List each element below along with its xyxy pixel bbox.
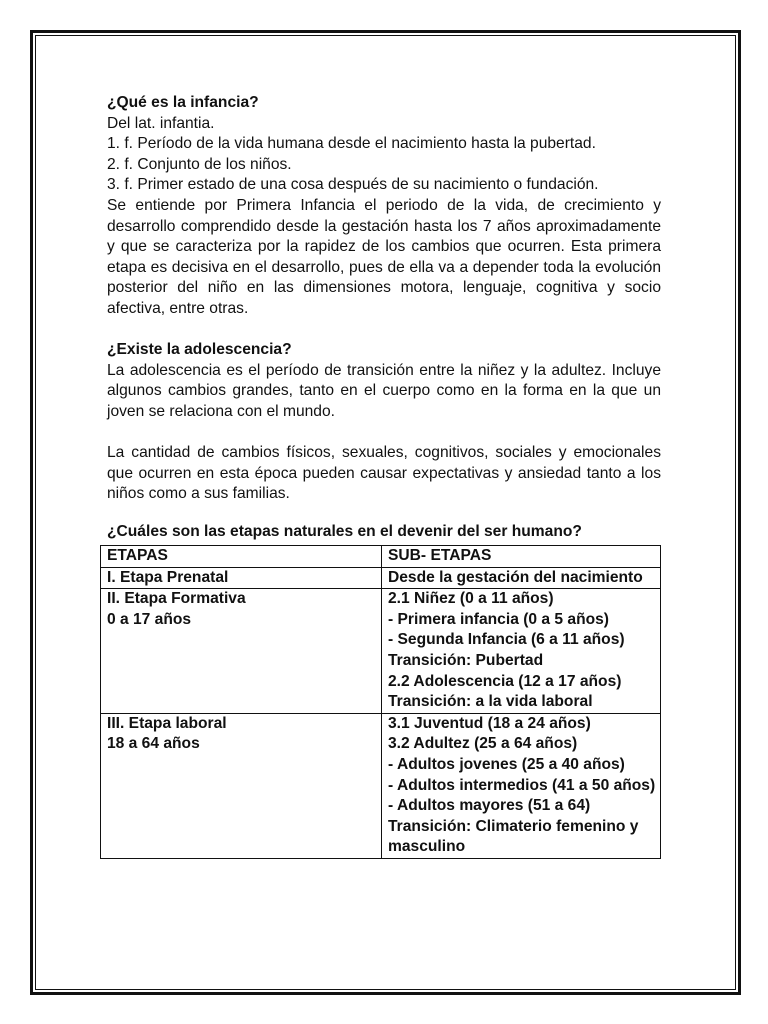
- sub-etapa-text: Desde la gestación del nacimiento: [388, 568, 643, 586]
- sub-etapa-item: - Primera infancia (0 a 5 años): [388, 610, 609, 628]
- adolescencia-paragraph: La adolescencia es el período de transición entre la niñez y la adultez. Incluye algunos cambios grandes, tanto en el cuerpo como en la forma en la que un joven se relaciona con el mundo.: [107, 361, 661, 420]
- sub-etapa-item: 3.1 Juventud (18 a 24 años): [388, 714, 591, 732]
- sub-etapa-item: - Adultos mayores (51 a 64): [388, 797, 591, 815]
- etapa-range: 18 a 64 años: [107, 735, 200, 753]
- etapas-table: [100, 545, 661, 859]
- sub-etapa-cell: [382, 589, 661, 714]
- etapa-range: 0 a 17 años: [107, 610, 192, 628]
- header-etapas: ETAPAS: [101, 546, 382, 568]
- sub-etapa-item: 3.2 Adultez (25 a 64 años): [388, 735, 578, 753]
- etapa-cell: [101, 567, 382, 589]
- heading-etapas: ¿Cuáles son las etapas naturales en el devenir del ser humano?: [107, 522, 582, 540]
- sub-etapa-cell: [382, 567, 661, 589]
- sub-etapa-item: Transición: a la vida laboral: [388, 693, 593, 711]
- etapa-cell: [101, 589, 382, 714]
- definition-line: Del lat. infantia.: [107, 114, 215, 132]
- document-body: [107, 93, 661, 542]
- table-row: [101, 589, 661, 714]
- sub-etapa-item: 2.2 Adolescencia (12 a 17 años): [388, 672, 622, 690]
- sub-etapa-item: - Adultos intermedios (41 a 50 años): [388, 776, 656, 794]
- primera-infancia-paragraph: Se entiende por Primera Infancia el periodo de la vida, de crecimiento y desarrollo comprendido desde la gestación hasta los 7 años aproximadamente y que se caracteriza por la rapidez de los cambios que ocurren. Esta primera etapa es decisiva en el desarrollo, pues de ella va a depender toda la evolución posterior del niño en las dimensiones motora, lenguaje, cognitiva y socio afectiva, entre otras.: [107, 196, 661, 317]
- sub-etapa-item: - Adultos jovenes (25 a 40 años): [388, 755, 625, 773]
- etapa-name: III. Etapa laboral: [107, 714, 227, 732]
- etapa-name: II. Etapa Formativa: [107, 590, 246, 608]
- cambios-paragraph: La cantidad de cambios físicos, sexuales, cognitivos, sociales y emocionales que ocurren en esta época pueden causar expectativas y ansiedad tanto a los niños como a sus familias.: [107, 444, 661, 503]
- sub-etapa-item: 2.1 Niñez (0 a 11 años): [388, 590, 554, 608]
- header-sub-etapas: SUB- ETAPAS: [382, 546, 661, 568]
- sub-etapa-item: masculino: [388, 838, 466, 856]
- etapa-name: I. Etapa Prenatal: [107, 568, 229, 586]
- table-row: [101, 713, 661, 858]
- heading-adolescencia: ¿Existe la adolescencia?: [107, 341, 292, 359]
- table-header-row: [101, 546, 661, 568]
- sub-etapa-item: - Segunda Infancia (6 a 11 años): [388, 631, 625, 649]
- etapa-cell: [101, 713, 382, 858]
- definition-line: 1. f. Período de la vida humana desde el nacimiento hasta la pubertad.: [107, 135, 596, 153]
- heading-infancia: ¿Qué es la infancia?: [107, 94, 259, 111]
- table-row: [101, 567, 661, 589]
- sub-etapa-item: Transición: Pubertad: [388, 651, 544, 669]
- definition-line: 2. f. Conjunto de los niños.: [107, 155, 292, 173]
- definition-line: 3. f. Primer estado de una cosa después de su nacimiento o fundación.: [107, 176, 599, 194]
- sub-etapa-cell: [382, 713, 661, 858]
- sub-etapa-item: Transición: Climaterio femenino y: [388, 817, 639, 835]
